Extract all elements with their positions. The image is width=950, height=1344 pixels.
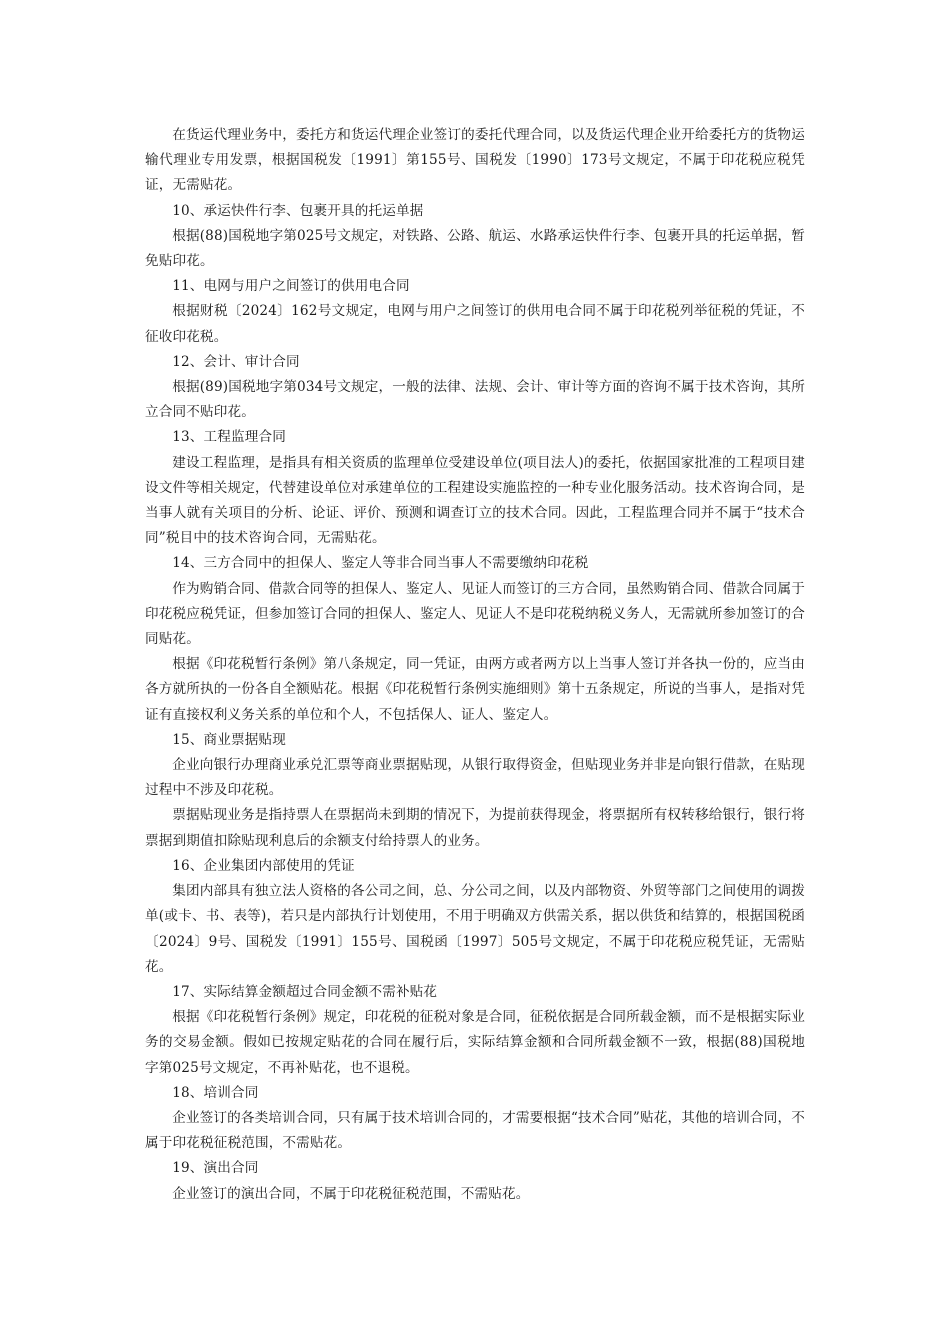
- paragraph-section-11: 根据财税〔2024〕162号文规定，电网与用户之间签订的供用电合同不属于印花税列举征税的凭证，不征收印花税。: [145, 303, 805, 345]
- paragraph-section-19: 企业签订的演出合同，不属于印花税征税范围，不需贴花。: [172, 1185, 530, 1202]
- paragraph-section-10: 根据(88)国税地字第025号文规定，对铁路、公路、航运、水路承运快件行李、包裹开具的托运单据，暂免贴印花。: [145, 227, 805, 270]
- paragraph-section-15-b: 票据贴现业务是指持票人在票据尚未到期的情况下，为提前获得现金，将票据所有权转移给银行，银行将票据到期值扣除贴现利息后的余额支付给持票人的业务。: [145, 807, 805, 849]
- paragraph-freight-agency: 在货运代理业务中，委托方和货运代理企业签订的委托代理合同，以及货运代理企业开给委托方的货物运输代理业专用发票，根据国税发〔1991〕第155号、国税发〔1990〕173号文规定，不属于印花税应税凭证，无需贴花。: [145, 127, 805, 194]
- paragraph-section-16: 集团内部具有独立法人资格的各公司之间，总、分公司之间，以及内部物资、外贸等部门之间使用的调拨单(或卡、书、表等)，若只是内部执行计划使用，不用于明确双方供需关系，据以供货和结算的，根据国税函〔2024〕9号、国税发〔1991〕155号、国税函〔1997〕505号文规定，不属于印花税应税凭证，无需贴花。: [145, 883, 805, 975]
- section-heading-15: 15、商业票据贴现: [172, 731, 286, 748]
- document-body: [145, 123, 805, 1207]
- section-heading-18: 18、培训合同: [172, 1084, 259, 1101]
- section-heading-14: 14、三方合同中的担保人、鉴定人等非合同当事人不需要缴纳印花税: [172, 555, 589, 572]
- section-heading-13: 13、工程监理合同: [172, 429, 286, 446]
- paragraph-section-14-b: 根据《印花税暂行条例》第八条规定，同一凭证，由两方或者两方以上当事人签订并各执一份的，应当由各方就所执的一份各自全额贴花。根据《印花税暂行条例实施细则》第十五条规定，所说的当事人，是指对凭证有直接权利义务关系的单位和个人，不包括保人、证人、鉴定人。: [145, 656, 805, 723]
- paragraph-section-13: 建设工程监理，是指具有相关资质的监理单位受建设单位(项目法人)的委托，依据国家批准的工程项目建设文件等相关规定，代替建设单位对承建单位的工程建设实施监控的一种专业化服务活动。技术咨询合同，是当事人就有关项目的分析、论证、评价、预测和调查订立的技术合同。因此，工程监理合同并不属于“技术合同”税目中的技术咨询合同，无需贴花。: [145, 454, 805, 547]
- paragraph-section-15-a: 企业向银行办理商业承兑汇票等商业票据贴现，从银行取得资金，但贴现业务并非是向银行借款，在贴现过程中不涉及印花税。: [145, 757, 805, 799]
- section-heading-16: 16、企业集团内部使用的凭证: [172, 857, 355, 874]
- paragraph-section-12: 根据(89)国税地字第034号文规定，一般的法律、法规、会计、审计等方面的咨询不属于技术咨询，其所立合同不贴印花。: [145, 379, 805, 421]
- paragraph-section-17: 根据《印花税暂行条例》规定，印花税的征税对象是合同，征税依据是合同所载金额，而不是根据实际业务的交易金额。假如已按规定贴花的合同在履行后，实际结算金额和合同所载金额不一致，根据(88)国税地字第025号文规定，不再补贴花，也不退税。: [145, 1009, 805, 1076]
- paragraph-section-14-a: 作为购销合同、借款合同等的担保人、鉴定人、见证人而签订的三方合同，虽然购销合同、借款合同属于印花税应税凭证，但参加签订合同的担保人、鉴定人、见证人不是印花税纳税义务人，无需就所参加签订的合同贴花。: [145, 580, 805, 648]
- section-heading-10: 10、承运快件行李、包裹开具的托运单据: [172, 202, 424, 219]
- section-heading-11: 11、电网与用户之间签订的供用电合同: [172, 278, 410, 295]
- paragraph-section-18: 企业签订的各类培训合同，只有属于技术培训合同的，才需要根据“技术合同”贴花，其他的培训合同，不属于印花税征税范围，不需贴花。: [145, 1109, 805, 1152]
- section-heading-12: 12、会计、审计合同: [172, 353, 300, 370]
- section-heading-17: 17、实际结算金额超过合同金额不需补贴花: [172, 983, 438, 1000]
- section-heading-19: 19、演出合同: [172, 1160, 259, 1177]
